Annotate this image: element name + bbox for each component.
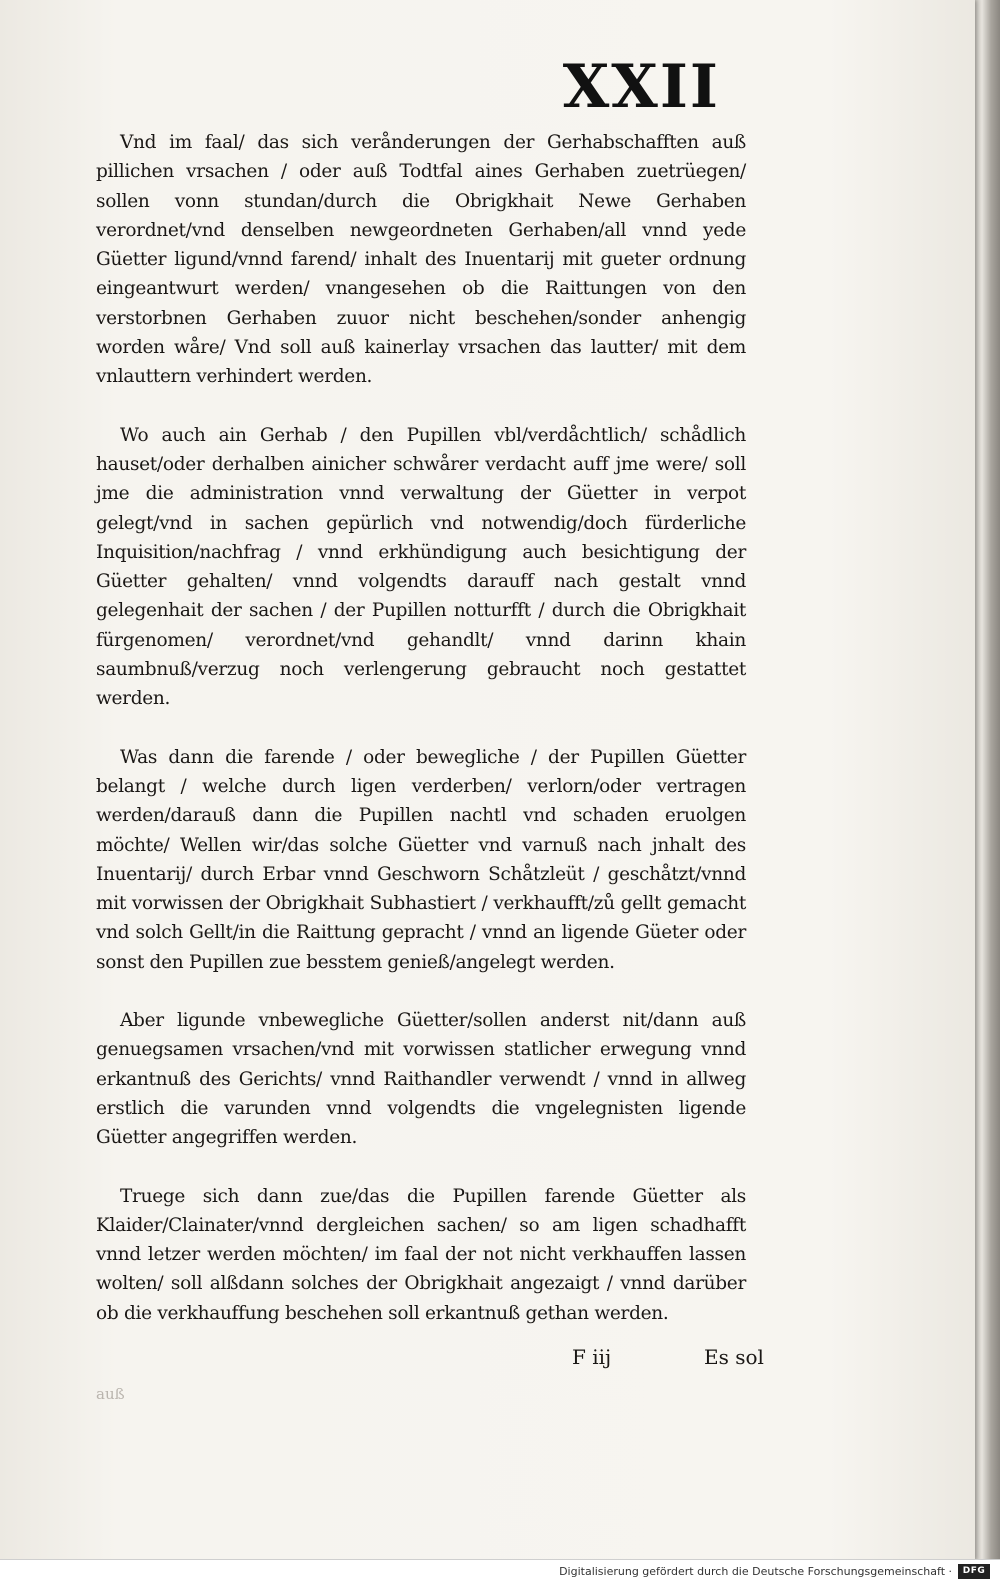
body-text [96,128,746,1328]
paragraph-4: Aber ligunde vnbewegliche Güetter/sollen anderst nit/dann auß genuegsamen vrsachen/vnd mit vorwissen statlicher erwegung vnnd erkantnuß des Gerichts/ vnnd Raithandler verwendt / vnnd in allweg erstlich die varunden vnnd volgendts die vngelegnisten ligende Güetter angegriffen werden. [96,1010,746,1149]
digitization-footer [0,1559,1000,1584]
folio-number: XXII [562,52,720,122]
paragraph-1: Vnd im faal/ das sich verånderungen der Gerhabschafften auß pillichen vrsachen / oder auß Todtfal aines Gerhaben zuetrüegen/ sollen vonn stundan/durch die Obrigkhait Newe Gerhaben verordnet/vnd denselben newgeordneten Gerhaben/all vnnd yede Güetter ligund/vnnd farend/ inhalt des Inuentarij mit gueter ordnung eingeantwurt werden/ vnangesehen ob die Raittungen von den verstorbnen Gerhaben zuuor nicht beschehen/sonder anhengig worden wåre/ Vnd soll auß kainerlay vrsachen das lautter/ mit dem vnlauttern verhindert werden. [96,132,746,388]
bleed-through-text: auß [96,1385,125,1403]
paragraph-5: Truege sich dann zue/das die Pupillen farende Güetter als Klaider/Clainater/vnnd dergleichen sachen/ so am ligen schadhafft vnnd letzer werden möchten/ im faal der not nicht verkhauffen lassen wolten/ soll alßdann solches der Obrigkhait angezaigt / vnnd darüber ob die verkhauffung beschehen soll erkantnuß gethan werden. [96,1185,746,1324]
dfg-logo: DFG [958,1564,990,1579]
catchword: Es sol [704,1345,764,1369]
paragraph-2: Wo auch ain Gerhab / den Pupillen vbl/verdåchtlich/ schådlich hauset/oder derhalben ainicher schwårer verdacht auff jme were/ soll jme die administration vnnd verwaltung der Güetter in verpot gelegt/vnd in sachen gepürlich vnd notwendig/doch fürderliche Inquisition/nachfrag / vnnd erkhündigung auch besichtigung der Güetter gehalten/ vnnd volgendts darauff nach gestalt vnnd gelegenhait der sachen / der Pupillen notturfft / durch die Obrigkhait fürgenomen/ verordnet/vnd gehandlt/ vnnd darinn khain saumbnuß/verzug noch verlengerung gebraucht noch gestattet werden. [96,424,746,710]
funding-credit: Digitalisierung gefördert durch die Deutsche Forschungsgemeinschaft · [559,1565,952,1578]
paragraph-3: Was dann die farende / oder bewegliche / der Pupillen Güetter belangt / welche durch ligen verderben/ verlorn/oder vertragen werden/darauß dann die Pupillen nachtl vnd schaden eruolgen möchte/ Wellen wir/das solche Güetter vnd varnuß nach jnhalt des Inuentarij/ durch Erbar vnnd Geschworn Schåtzleüt / geschåtzt/vnnd mit vorwissen der Obrigkhait Subhastiert / verkhaufft/zů gellt gemacht vnd solch Gellt/in die Raittung gepracht / vnnd an ligende Güeter oder sonst den Pupillen zue besstem genieß/angelegt werden. [96,746,746,973]
signature-mark: F iij [572,1345,612,1369]
